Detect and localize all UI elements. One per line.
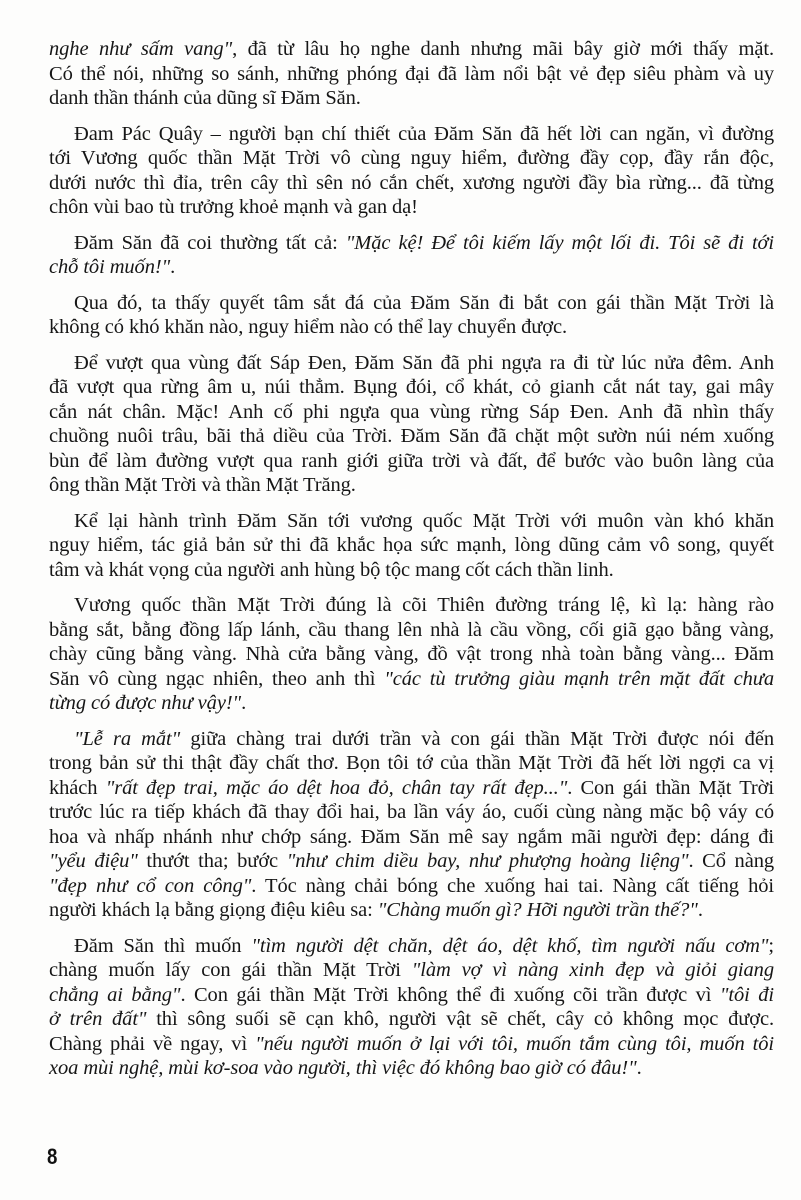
text-run: khách — [49, 776, 106, 799]
text-line — [49, 315, 774, 340]
text-run: chày cũng bằng vàng. Nhà cửa bằng vàng, đồ vật trong nhà toàn bằng vàng... Đăm — [49, 643, 774, 665]
text-line — [49, 62, 774, 87]
text-line — [49, 983, 774, 1008]
text-run: Đăm Săn thì muốn — [74, 934, 252, 957]
text-line — [49, 351, 774, 376]
text-line — [49, 558, 774, 583]
text-run: . Con gái thần Mặt Trời — [567, 776, 774, 799]
text-line — [49, 400, 774, 425]
text-line — [49, 122, 774, 147]
text-line — [49, 1056, 774, 1081]
text-run: dưới nước thì đỉa, trên cây thì sên nó cắn chết, xương người đầy bìa rừng... đã từng — [49, 171, 774, 194]
text-run: cắn nát chân. Mặc! Anh cố phi ngựa qua vùng rừng Sáp Đen. Anh đã nhìn thấy — [49, 400, 774, 423]
italic-quote: "Chàng muốn gì? Hỡi người trần thế?" — [377, 899, 698, 921]
text-run: bùn để làm đường vượt qua ranh giới giữa trời và đất, để bước vào buôn làng của — [49, 449, 774, 472]
text-line — [49, 1032, 774, 1057]
text-line — [49, 533, 774, 558]
text-line — [49, 375, 774, 400]
text-line — [49, 825, 774, 850]
paragraph — [49, 351, 774, 498]
text-run: chôn vùi bao tù trưởng khoẻ mạnh và gan dạ! — [49, 196, 418, 218]
italic-quote: "Lễ ra mắt" — [74, 727, 181, 750]
text-line — [49, 1007, 774, 1032]
text-run: Đăm Săn đã coi thường tất cả: — [74, 231, 346, 254]
italic-quote: "Mặc kệ! Để tôi kiếm lấy một lối đi. Tôi sẽ đi tới — [345, 231, 774, 254]
text-run: Để vượt qua vùng đất Sáp Đen, Đăm Săn đã phi ngựa ra đi từ lúc nửa đêm. Anh — [74, 351, 774, 374]
text-line — [49, 509, 774, 534]
text-run: Săn vô cùng ngạc nhiên, theo anh thì — [49, 667, 385, 690]
text-run: . — [697, 899, 703, 921]
text-line — [49, 727, 774, 752]
text-line — [49, 800, 774, 825]
text-run: tâm và khát vọng của người anh hùng bộ tộc mang cốt cách thần linh. — [49, 558, 614, 581]
text-run: ông thần Mặt Trời và thần Mặt Trăng. — [49, 474, 356, 496]
paragraph — [49, 593, 774, 716]
text-line — [49, 642, 774, 667]
text-line — [49, 86, 774, 111]
text-line — [49, 593, 774, 618]
paragraph — [49, 727, 774, 923]
text-line — [49, 934, 774, 959]
italic-quote: nghe như sấm vang" — [49, 38, 233, 60]
text-line — [49, 171, 774, 196]
text-line — [49, 449, 774, 474]
text-run: Qua đó, ta thấy quyết tâm sắt đá của Đăm Săn đi bắt con gái thần Mặt Trời là — [74, 291, 774, 314]
text-run: danh thần thánh của dũng sĩ Đăm Săn. — [49, 87, 361, 109]
italic-quote: "rất đẹp trai, mặc áo dệt hoa đỏ, chân tay rất đẹp..." — [105, 776, 568, 799]
text-run: , đã từ lâu họ nghe danh nhưng mãi bây giờ mới thấy mặt. — [232, 38, 774, 60]
italic-quote: "đẹp như cổ con công" — [49, 874, 252, 897]
text-line — [49, 473, 774, 498]
text-line — [49, 618, 774, 643]
text-line — [49, 898, 774, 923]
text-run: bằng sắt, bằng đồng lấp lánh, cầu thang lên nhà là cầu vồng, cối giã gạo bằng vàng, — [49, 618, 774, 641]
italic-quote: từng có được như vậy!" — [49, 692, 242, 714]
text-run: . Cổ nàng — [688, 850, 774, 872]
text-line — [49, 424, 774, 449]
text-line — [49, 958, 774, 983]
text-line — [49, 691, 774, 716]
text-line — [49, 195, 774, 220]
text-run: hoa và nhấp nhánh như chớp sáng. Đăm Săn mê say ngắm mãi người đẹp: dáng đi — [49, 825, 774, 848]
text-run: ; — [768, 934, 774, 957]
text-run: thì sông suối sẽ cạn khô, người vật sẽ chết, cây cỏ không mọc được. — [146, 1008, 774, 1030]
text-line — [49, 849, 774, 874]
paragraph — [49, 934, 774, 1081]
text-run: . — [636, 1057, 642, 1079]
text-run: . Con gái thần Mặt Trời không thể đi xuống cõi trần được vì — [180, 983, 720, 1006]
text-line — [49, 146, 774, 171]
italic-quote: "làm vợ vì nàng xinh đẹp và giỏi giang — [411, 959, 774, 981]
text-run: . — [170, 256, 176, 278]
italic-quote: "yểu điệu" — [49, 850, 138, 872]
text-line — [49, 231, 774, 256]
text-run: nguy hiểm, tác giả bản sử thi đã khắc họa sức mạnh, lòng dũng cảm vô song, quyết — [49, 534, 774, 556]
italic-quote: "nếu người muốn ở lại với tôi, muốn tắm cùng tôi, muốn tôi — [255, 1032, 774, 1055]
italic-quote: "tôi đi — [719, 983, 774, 1006]
paragraph — [49, 509, 774, 583]
paragraph — [49, 122, 774, 220]
italic-quote: chẳng ai bằng" — [49, 983, 181, 1006]
italic-quote: ở trên đất" — [49, 1008, 147, 1030]
page-number: 8 — [47, 1144, 58, 1169]
text-run: không có khó khăn nào, nguy hiểm nào có thể lay chuyển được. — [49, 316, 568, 338]
paragraph — [49, 231, 774, 280]
text-line — [49, 667, 774, 692]
text-run: tới Vương quốc thần Mặt Trời vô cùng nguy hiểm, đường đầy cọp, đầy rắn độc, — [49, 147, 774, 169]
text-run: Chàng phải về ngay, vì — [49, 1032, 256, 1055]
italic-quote: xoa mùi nghệ, mùi kơ-soa vào người, thì việc đó không bao giờ có đâu!" — [49, 1057, 637, 1079]
text-line — [49, 255, 774, 280]
text-line — [49, 751, 774, 776]
text-run: đã vượt qua rừng âm u, núi thẳm. Bụng đói, cổ khát, cỏ gianh cắt nát tay, gai mây — [49, 376, 774, 398]
text-run: giữa chàng trai dưới trần và con gái thần Mặt Trời được nói đến — [180, 727, 774, 750]
text-line — [49, 37, 774, 62]
text-run: Đam Pác Quây – người bạn chí thiết của Đăm Săn đã hết lời can ngăn, vì đường — [74, 122, 774, 145]
body-text — [49, 37, 774, 1092]
italic-quote: chỗ tôi muốn!" — [49, 256, 171, 278]
text-run: Vương quốc thần Mặt Trời đúng là cõi Thiên đường tráng lệ, kì lạ: hàng rào — [74, 594, 774, 616]
text-run: Có thể nói, những so sánh, những phóng đại đã làm nổi bật vẻ đẹp siêu phàm và uy — [49, 62, 774, 85]
text-run: . Tóc nàng chải bóng che xuống hai tai. Nàng cất tiếng hỏi — [251, 874, 774, 897]
text-line — [49, 776, 774, 801]
paragraph — [49, 37, 774, 111]
text-run: chuồng nuôi trâu, bãi thả diều của Trời. Đăm Săn đã chặt một sườn núi ném xuống — [49, 425, 774, 447]
italic-quote: "tìm người dệt chăn, dệt áo, dệt khố, tìm người nấu cơm" — [251, 934, 769, 957]
text-run: trong bản sử thi thật đầy chất thơ. Bọn tôi tớ của thần Mặt Trời đã hết lời ngợi ca vị — [49, 752, 774, 774]
text-run: chàng muốn lấy con gái thần Mặt Trời — [49, 959, 412, 981]
text-run: . — [241, 692, 247, 714]
text-run: thướt tha; bước — [137, 850, 287, 872]
text-line — [49, 291, 774, 316]
text-run: trước lúc ra tiếp khách đã thay đổi hai, ba lần váy áo, cuối cùng nàng mặc bộ váy có — [49, 801, 774, 823]
text-line — [49, 874, 774, 899]
text-run: người khách lạ bằng giọng điệu kiêu sa: — [49, 899, 378, 921]
italic-quote: "các tù trưởng giàu mạnh trên mặt đất chưa — [384, 667, 774, 690]
text-run: Kể lại hành trình Đăm Săn tới vương quốc Mặt Trời với muôn vàn khó khăn — [74, 509, 774, 532]
paragraph — [49, 291, 774, 340]
italic-quote: "như chim diều bay, như phượng hoàng liệng" — [286, 850, 689, 872]
